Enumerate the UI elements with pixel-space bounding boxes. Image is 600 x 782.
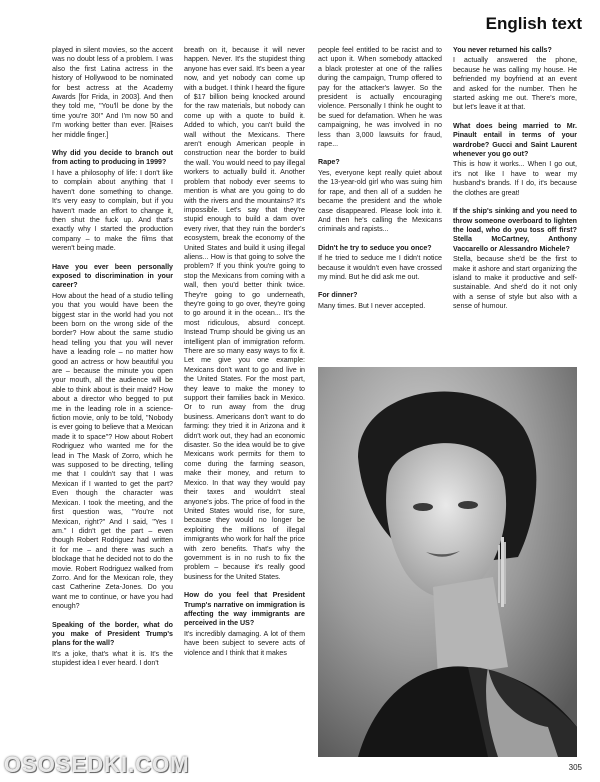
article-column-1 [52, 46, 173, 678]
interview-answer: Many times. But I never accepted. [318, 301, 426, 310]
article-column-2 [184, 46, 305, 667]
interview-question: For dinner? [318, 291, 358, 300]
interview-answer: people feel entitled to be racist and to act upon it. When somebody attacked a black protester at one of the rallies during the campaign, Trump offered to pay for the attacker's lawyer. So the president is actually encouraging violence. Personally I think he ought to be sued for defamation. When he was campaigning, he was involved in no less than 3,000 lawsuits for fraud, rape... [318, 46, 442, 149]
page-number: 305 [568, 763, 582, 772]
interview-answer: played in silent movies, so the accent was no doubt less of a problem. I was also the first Latina actress in the history of Hollywood to be nominated for best actress at the Academy Awards [for Frida, in 2003]. And then they told me, "You'll be done by the time you're 30!" And I'm now 50 and I'm working better than ever. [Raises her middle finger.] [52, 46, 173, 139]
page-title: English text [485, 14, 582, 33]
interview-answer: I have a philosophy of life: I don't like to complain about anything that I haven't done something to change. It's very easy to complain, but if you haven't made an effort to change it, then shut the fuck up. And that's exactly why I started the production company – to make the films that weren't being made. [52, 168, 173, 253]
interview-question: Why did you decide to branch out from acting to producing in 1999? [52, 149, 173, 167]
interview-question: If the ship's sinking and you need to throw someone overboard to lighten the load, who do you toss off first? Stella McCartney, Anthony Vaccarello or Alessandro Michele? [453, 207, 577, 253]
interview-answer: If he tried to seduce me I didn't notice because it wouldn't even have crossed my mind. But he did ask me out. [318, 254, 442, 281]
interview-question: Speaking of the border, what do you make of President Trump's plans for the wall? [52, 620, 173, 648]
interview-question: How do you feel that President Trump's narrative on immigration is affecting the way immigrants are perceived in the US? [184, 591, 305, 628]
interview-question: What does being married to Mr. Pinault entail in terms of your wardrobe? Gucci and Saint Laurent whenever you go out? [453, 121, 577, 159]
interview-answer: I actually answered the phone, because he was calling my house. He befriended my boyfriend at an event and asked for the number. Then he started asking me out. There's more, but let's leave it at that. [453, 56, 577, 112]
interview-answer: Yes, everyone kept really quiet about the 13-year-old girl who was suing him for rape, and then all of a sudden he became the president and the whole case disappeared. Please look into it. And then he's calling the Mexicans criminals and rapists... [318, 168, 442, 234]
interview-question: Have you ever been personally exposed to discrimination in your career? [52, 262, 173, 290]
interview-answer: This is how it works... When I go out, it's not like I have to wear my husband's brands. If I do, it's because the clothes are great! [453, 160, 577, 197]
portrait-photo [318, 367, 577, 757]
interview-question: Didn't he try to seduce you once? [318, 243, 432, 252]
interview-answer: It's a joke, that's what it is. It's the stupidest idea I ever heard. I don't [52, 649, 173, 668]
interview-answer: Stella, because she'd be the first to make it ashore and start organizing the island to make it productive and self-sustainable. And she'd do it not only with a sense of style but also with a sense of humour. [453, 255, 577, 311]
article-column-3 [318, 46, 442, 320]
interview-answer: How about the head of a studio telling you that you would have been the biggest star in the world had you not been born on the wrong side of the border? How about the same studio head telling you that you will never have a leading role – no matter how good an actress or how beautiful you are – because the minute you open your mouth, all the audience will be able to think about is their maid? How about a director who begged to put me in the leading role in a science-fiction movie, only to be told, "Nobody is ever going to believe that a Mexican made it to space"? How about Robert Rodriguez who wanted me for the lead in The Mask of Zorro, which he was supposed to be directing, telling me that I couldn't say that I was Mexican if I wanted to get the part? Even though the character was Mexican. I took the meeting, and the first question was, "You're not Mexican, right?" And I said, "Yes I am." I didn't get the part – even though Robert Rodriguez had written it for me – and there was such a blockage that he decided not to do the movie. Robert Rodriguez walked from Zorro. And for the Mexican role, they cast Catherine Zeta-Jones. Do you want me to continue, or have you had enough? [52, 291, 173, 611]
article-column-4 [453, 46, 577, 321]
interview-answer: breath on it, because it will never happen. Never. It's the stupidest thing anyone has ever said. It's been a year now, and yet nobody can come up with a budget. I think I heard the figure of $17 billion being knocked around for the raw materials, but nobody can come up with a quote to build it. Added to which, you can't build the wall without the Mexicans. There aren't enough American people in construction near the border to build the wall. You would need to pay illegal workers to actually build it. Another problem that nobody ever seems to mention is what are you going to do with the rivers and the mountains? It's impossible. Let's say that they're stupid enough to build a dam over every river, that they ruin the border's ecosystem, break the economy of the United States and build it using illegal aliens... How is that going to solve the problem? If you think you're going to stop the Mexicans from coming with a wall, then you'd better think twice. They're going to go underneath, they're going to go over, they're going to go around it in the ocean... It's the most ridiculous, absurd concept. Instead Trump should be giving us an intelligent plan of immigration reform. There are so many easy ways to fix it. Let me give you one example: Mexicans don't want to go and live in the United States. For the most part, they leave to make the money to support their families back in Mexico. Or to run away from the drug business. Americans don't want to do farming: they tried it in Arizona and it didn't work out, they had an economic disaster. So the idea would be to give Mexicans work permits for them to come during the farming season, make their money, and return to Mexico. In that way they would pay their taxes and wouldn't steal anyone's jobs. The price of food in the United States would rise, for sure, because they would no longer be exploiting the millions of illegal immigrants who work for half the price with zero benefits. That's why the government is in no rush to fix the problem – because it's really good business for the United States. [184, 46, 305, 581]
watermark-text: OSOSEDKI.COM [4, 752, 190, 777]
interview-question: You never returned his calls? [453, 46, 552, 54]
interview-question: Rape? [318, 158, 340, 167]
interview-answer: It's incredibly damaging. A lot of them have been subject to severe acts of violence and I think that it makes [184, 629, 305, 657]
